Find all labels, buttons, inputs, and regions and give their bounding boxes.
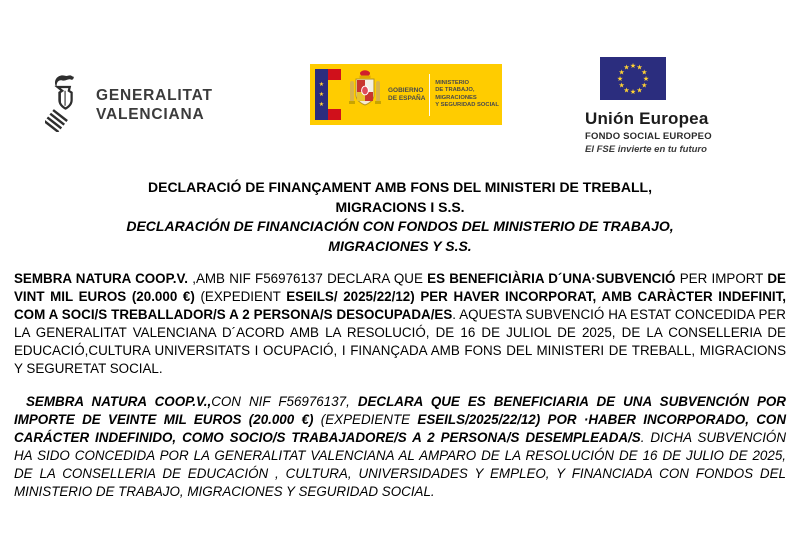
eu-tagline: El FSE invierte en tu futuro [585, 144, 707, 155]
svg-text:★: ★ [636, 86, 643, 95]
svg-text:★: ★ [641, 81, 648, 90]
gobierno-line1: GOBIERNO [388, 86, 424, 94]
eu-title: Unión Europea [585, 109, 709, 128]
svg-text:★: ★ [642, 75, 650, 83]
spain-coat-of-arms-icon [348, 68, 382, 121]
para-esp-seg-5: . DICHA SUBVENCIÓN HA SIDO CONCEDIDA POR LA GENERALITAT VALENCIANA AL AMPARO DE LA RESOLUCIÓN DE 16 DE JULIO DE 2025, DE LA CONSELLERIA DE EDUCACIÓN , CULTURA, UNIVERSIDADES Y EMPLEO, Y FINANCIADA CON FONDOS DEL MINISTERIO DE TRABAJO, MIGRACIONES Y SEGURIDAD SOCIAL. [14, 430, 786, 499]
para-esp-seg-0: SEMBRA NATURA COOP.V., [26, 394, 212, 409]
para-val-seg-7: . AQUESTA SUBVENCIÓ HA ESTAT CONCEDIDA PER LA GENERALITAT VALENCIANA D´ACORD AMB LA RESOLUCIÓ, DE 16 DE JULIOL DE 2025, DE LA CONSELLERIA DE EDUCACIÓ,CULTURA UNIVERSITATS I OCUPACIÓ, I FINANÇADA AMB FONS DEL MINISTERI DE TREBALL, MIGRACIONS Y SEGURETAT SOCIAL. [14, 307, 786, 376]
para-val-seg-6: ESEILS/ 2025/22/12) PER HAVER INCORPORAT, AMB CARÀCTER INDEFINIT, COM A SOCI/S TREBALLADOR/S A 2 PERSONA/S DESOCUPADA/ES [14, 289, 786, 322]
para-val-seg-0: SEMBRA NATURA COOP.V. [14, 271, 193, 286]
ministry-line3: Y SEGURIDAD SOCIAL [435, 102, 499, 108]
spain-tricolor-icon [328, 69, 341, 120]
document-body [14, 270, 786, 501]
gva-wordmark [96, 86, 213, 124]
para-val-seg-1: ,AMB NIF F56976137 DECLARA QUE [192, 271, 428, 286]
ministry-line1: MINISTERIO [435, 79, 470, 86]
svg-text:★: ★ [618, 81, 625, 90]
svg-text:★: ★ [641, 68, 648, 77]
eu-subtitle: FONDO SOCIAL EUROPEO [585, 131, 712, 142]
spain-eu-flag-icon [315, 69, 341, 120]
title-line-valencian-1: DECLARACIÓ DE FINANÇAMENT AMB FONS DEL MINISTERI DE TREBALL, [148, 179, 652, 195]
logo-header [0, 0, 800, 166]
gva-emblem-icon [45, 72, 87, 137]
gobierno-wordmark [388, 87, 427, 103]
title-line-valencian-2: MIGRACIONS I S.S. [335, 198, 465, 215]
para-esp-seg-4: ESEILS/2025/22/12) POR ·HABER INCORPORADO, CON CARÁCTER INDEFINIDO, COMO SOCIO/S TRABAJADORE/S A 2 PERSONA/S DESEMPLEADA/S [14, 412, 786, 445]
document-title [0, 178, 800, 256]
svg-text:★: ★ [618, 68, 625, 77]
eu-strip-icon: ★ ★ ★ [315, 69, 328, 120]
ministry-wordmark [435, 80, 502, 110]
svg-text:★: ★ [629, 62, 637, 70]
gobierno-line2: DE ESPAÑA [388, 94, 426, 102]
declaration-paragraph-spanish [14, 393, 786, 501]
gva-logo [45, 72, 213, 137]
gva-wordmark-line1: GENERALITAT [96, 86, 213, 104]
svg-text:★: ★ [636, 63, 643, 72]
title-line-spanish-1: DECLARACIÓN DE FINANCIACIÓN CON FONDOS DEL MINISTERIO DE TRABAJO, [126, 218, 674, 234]
eu-logo [585, 57, 765, 155]
svg-text:★: ★ [616, 75, 624, 83]
gobierno-logo [310, 64, 502, 125]
gobierno-divider [429, 74, 430, 116]
para-esp-seg-2: DECLARA QUE ES BENEFICIARIA DE UNA SUBVENCIÓN POR IMPORTE DE VEINTE MIL EUROS (20.000 €) [14, 394, 786, 427]
declaration-paragraph-valencian [14, 270, 786, 378]
ministry-line2: DE TRABAJO, MIGRACIONES [435, 87, 477, 101]
svg-text:★: ★ [629, 88, 637, 96]
svg-text:★: ★ [623, 86, 630, 95]
svg-text:★: ★ [623, 63, 630, 72]
para-esp-seg-3: (EXPEDIENTE [320, 412, 418, 427]
para-val-seg-5: (EXPEDIENT [200, 289, 287, 304]
para-esp-seg-1: CON NIF F56976137, [211, 394, 358, 409]
para-val-seg-4: DE VINT MIL EUROS (20.000 €) [14, 271, 786, 304]
title-line-spanish-2: MIGRACIONES Y S.S. [328, 237, 472, 254]
gva-wordmark-line2: VALENCIANA [96, 105, 205, 123]
para-val-seg-3: PER IMPORT [679, 271, 768, 286]
para-val-seg-2: ES BENEFICIÀRIA D´UNA·SUBVENCIÓ [427, 271, 680, 286]
eu-flag-icon [600, 57, 765, 105]
